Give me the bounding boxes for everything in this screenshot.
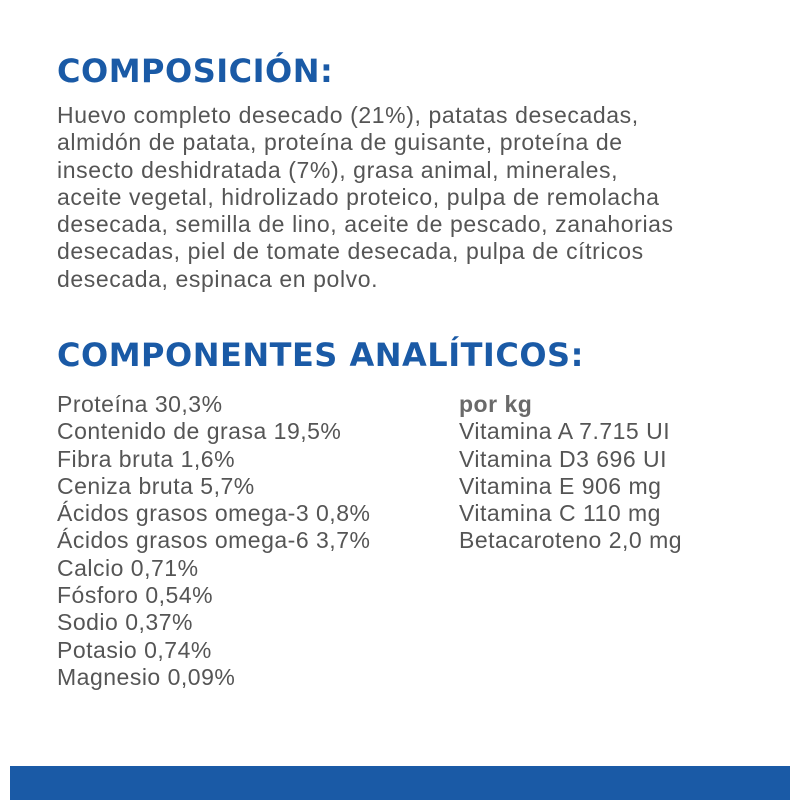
per-kg-header: por kg — [459, 391, 533, 417]
vitamin-item: Vitamina A 7.715 UI — [459, 418, 671, 445]
analytical-title: COMPONENTES ANALÍTICOS: — [57, 336, 584, 374]
composition-line: almidón de patata, proteína de guisante, proteína de — [57, 129, 623, 156]
composition-line: insecto deshidratada (7%), grasa animal, minerales, — [57, 156, 619, 183]
composition-line: desecada, espinaca en polvo. — [57, 265, 379, 292]
analytical-item: Calcio 0,71% — [57, 554, 199, 581]
analytical-item: Sodio 0,37% — [57, 609, 193, 636]
footer-color-bar — [10, 766, 790, 800]
vitamin-item: Vitamina D3 696 UI — [459, 445, 668, 472]
vitamin-item: Betacaroteno 2,0 mg — [459, 527, 683, 554]
analytical-item: Ácidos grasos omega-6 3,7% — [57, 527, 371, 554]
analytical-item: Fósforo 0,54% — [57, 582, 214, 609]
analytical-item: Potasio 0,74% — [57, 636, 212, 663]
analytical-item: Proteína 30,3% — [57, 391, 223, 417]
composition-line: desecadas, piel de tomate desecada, pulpa de cítricos — [57, 238, 644, 265]
analytical-item: Magnesio 0,09% — [57, 663, 236, 690]
analytical-item: Contenido de grasa 19,5% — [57, 418, 342, 445]
vitamins-list — [459, 391, 682, 555]
analytical-components-list — [57, 391, 370, 691]
composition-title: COMPOSICIÓN: — [57, 52, 334, 90]
composition-line: Huevo completo desecado (21%), patatas desecadas, — [57, 102, 639, 128]
analytical-item: Ceniza bruta 5,7% — [57, 472, 255, 499]
analytical-item: Fibra bruta 1,6% — [57, 445, 236, 472]
vitamin-item: Vitamina C 110 mg — [459, 500, 661, 527]
composition-line: desecada, semilla de lino, aceite de pescado, zanahorias — [57, 211, 674, 238]
analytical-item: Ácidos grasos omega-3 0,8% — [57, 500, 371, 527]
composition-text — [57, 102, 757, 293]
vitamin-item: Vitamina E 906 mg — [459, 472, 662, 499]
composition-line: aceite vegetal, hidrolizado proteico, pulpa de remolacha — [57, 183, 660, 210]
